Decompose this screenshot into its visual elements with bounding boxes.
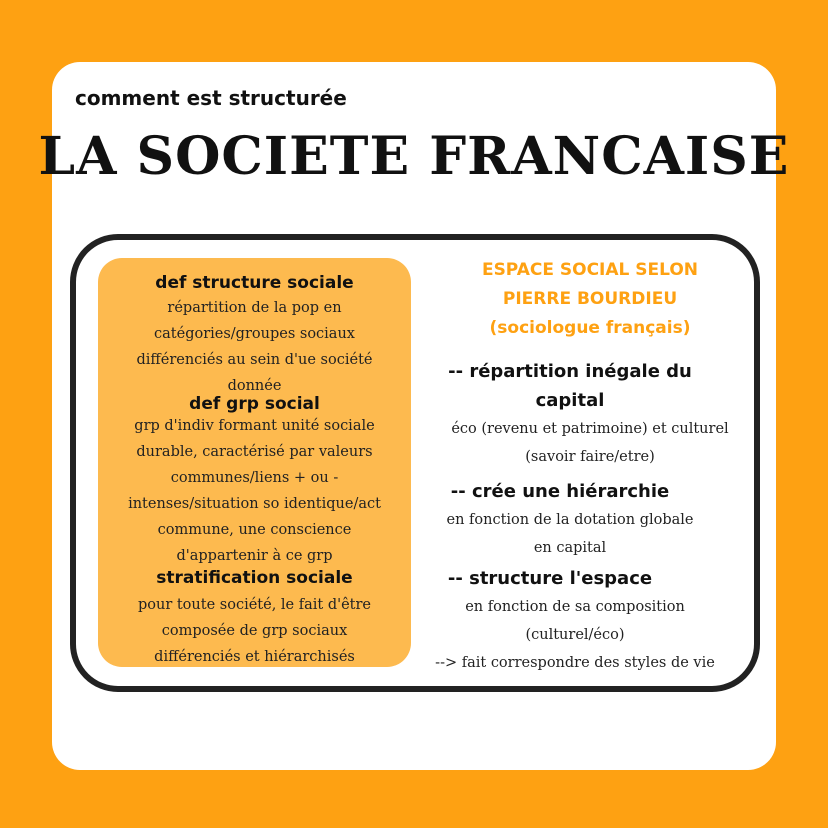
definition-heading: def structure sociale [155, 273, 354, 293]
point-heading: -- structure l'espace [447, 568, 653, 589]
bourdieu-heading: ESPACE SOCIAL SELON PIERRE BOURDIEU (sociologue français) [481, 260, 699, 338]
point-heading: -- crée une hiérarchie [450, 481, 670, 502]
definition-heading: stratification sociale [156, 568, 353, 588]
definition-text: grp d'indiv formant unité sociale durable, caractérisé par valeurs communes/liens + ou - intenses/situation so identique/act commune, une conscience d'appartenir à ce grp [128, 418, 381, 564]
subtitle: comment est structurée [75, 86, 347, 110]
point-text: en fonction de la dotation globale en capital [446, 512, 694, 556]
definition-text: répartition de la pop en catégories/groupes sociaux différenciés au sein d'ue société donnée [136, 300, 373, 394]
point-text: en fonction de sa composition (culturel/éco) --> fait correspondre des styles de vie [435, 599, 715, 671]
page-title: LA SOCIETE FRANCAISE [38, 126, 790, 187]
definition-heading: def grp social [189, 394, 320, 414]
point-text: éco (revenu et patrimoine) et culturel (savoir faire/etre) [451, 421, 729, 465]
point-heading: -- répartition inégale du capital [448, 361, 692, 411]
definition-text: pour toute société, le fait d'être composée de grp sociaux différenciés et hiérarchisés [137, 597, 372, 665]
